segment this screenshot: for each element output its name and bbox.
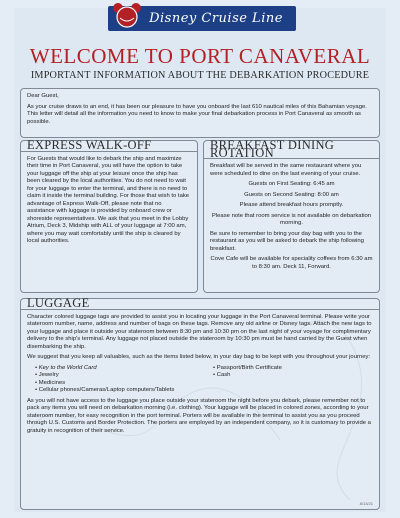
valuables-left <box>27 365 205 395</box>
list-item: • Key to the World Card <box>35 365 205 373</box>
page-subtitle: IMPORTANT INFORMATION ABOUT THE DEBARKATION PROCEDURE <box>30 70 370 81</box>
attend-note: Please attend breakfast hours promptly. <box>239 202 344 208</box>
document-code: 8/13/21 <box>359 500 373 506</box>
valuables-right <box>205 365 282 395</box>
disney-cruise-line-banner <box>108 6 296 31</box>
luggage-para-1: Character colored luggage tags are provided to assist you in locating your luggage in the Port Canaveral terminal. Please write your stateroom number, name, address and number of bags on these tags. Remove any old airline or Disney tags. Attach the new tags to your luggage and place it outside your stateroom between 8:30 pm and 10:30 pm on the last night of your voyage for complimentary delivery to the ship's terminal. Any luggage not placed outside the stateroom by 10:30 pm must be hand carried by the Guest when disembarking the ship. <box>27 313 372 350</box>
express-body: For Guests that would like to debark the ship and maximize their time in Port Canaveral, you will have the option to take your luggage off the ship at your leisure once the ship has been cleared by the local authorities. You do not need to wait for your luggage to enter the terminal, and there is no need to claim it inside the terminal building. For those that wish to take advantage of Express Walk-Off, please note that no assistance with luggage is provided by onboard crew or shoreside representatives. We ask that you meet in the Lobby Atrium, Deck 3, Midship with ALL of your luggage at 7:00 am, where you may wait comfortably until the ship is cleared by local authorities. <box>27 155 190 244</box>
day-bag-note: Be sure to remember to bring your day bag with you to the restaurant as you will be asked to debark the ship following breakfast. <box>210 230 364 252</box>
express-heading: EXPRESS WALK-OFF <box>21 142 197 152</box>
list-item: • Jewelry <box>35 372 205 380</box>
intro-body: As your cruise draws to an end, it has been our pleasure to have you onboard the last 610 nautical miles of this Bahamian voyage. This letter will detail all the information you need to know to make your final debarkation process in Port Canaveral as smooth as possible. <box>27 103 367 125</box>
list-item: • Cellular phones/Cameras/Laptop computers/Tablets <box>35 387 205 395</box>
luggage-section <box>20 298 380 510</box>
room-service-note: Please note that room service is not available on debarkation morning. <box>211 212 372 226</box>
list-item: • Medicines <box>35 380 205 388</box>
mickey-ears-icon <box>112 0 142 34</box>
first-seating: Guests on First Seating: 6:45 am <box>248 181 335 187</box>
luggage-heading: LUGGAGE <box>21 300 379 310</box>
second-seating: Guests on Second Seating: 8:00 am <box>244 191 339 198</box>
list-item: • Cash <box>213 372 282 380</box>
list-item: • Passport/Birth Certificate <box>213 365 282 373</box>
breakfast-heading: BREAKFAST DINING ROTATION <box>204 142 379 159</box>
greeting: Dear Guest, <box>27 93 59 99</box>
breakfast-intro: Breakfast will be served in the same restaurant where you were scheduled to dine on the last evening of your cruise. <box>210 163 362 177</box>
breakfast-section <box>203 140 380 293</box>
luggage-para-2: We suggest that you keep all valuables, such as the items listed below, in your day bag to be kept with you throughout your journey: <box>27 354 371 360</box>
brand-name: Disney Cruise Line <box>149 11 283 26</box>
cove-cafe-note: Cove Cafe will be available for speciality coffees from 6:30 am to 8:30 am. Deck 11, Forward. <box>210 256 373 270</box>
page-title: WELCOME TO PORT CANAVERAL <box>29 44 371 68</box>
luggage-para-3: As you will not have access to the luggage you place outside your stateroom the night before you debark, please remember not to pack any items you will need on debarkation morning (i.e. clothing). Your luggage will be placed in colored zones, according to your stateroom number, for easy recognition in the port terminal. Porters will be available in the terminal to assist you as you proceed through U.S. Customs and Border Protection. The porters are employed by an independent company, so it is customary to provide a gratuity in recognition of their service. <box>27 397 371 434</box>
intro-section <box>20 88 380 138</box>
valuables-list <box>27 365 373 395</box>
express-walk-off-section <box>20 140 198 293</box>
